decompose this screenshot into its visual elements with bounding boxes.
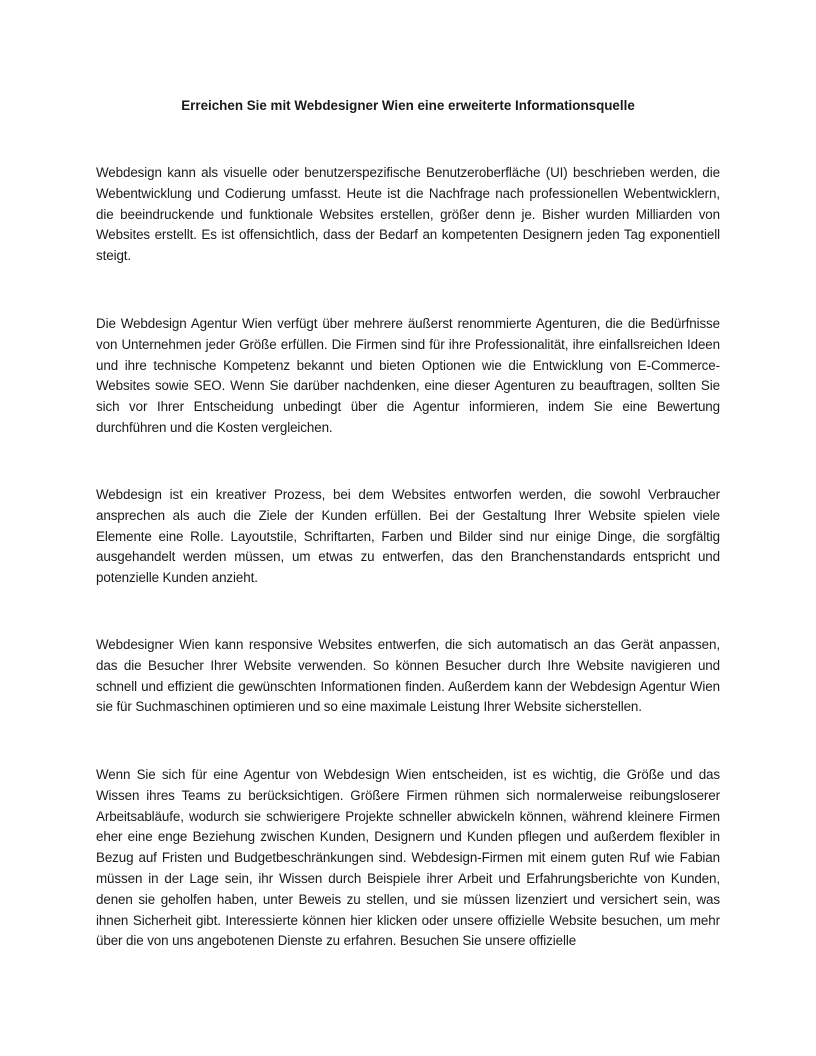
paragraph-choosing-agency: Wenn Sie sich für eine Agentur von Webdesign Wien entscheiden, ist es wichtig, die Größe und das Wissen ihres Teams zu berücksichtigen. Größere Firmen rühmen sich normalerweise reibungsloserer Arbeitsabläufe, wodurch sie schwierigere Projekte schneller abwickeln können, während kleinere Firmen eher eine enge Beziehung zwischen Kunden, Designern und Kunden pflegen und außerdem flexibler in Bezug auf Fristen und Budgetbeschränkungen sind. Webdesign-Firmen mit einem guten Ruf wie Fabian müssen in der Lage sein, ihr Wissen durch Beispiele ihrer Arbeit und Erfahrungsberichte von Kunden, denen sie geholfen haben, unter Beweis zu stellen, und sie müssen lizenziert und versichert sein, was ihnen Sicherheit gibt. Interessierte können hier klicken oder unsere offizielle Website besuchen, um mehr über die von uns angebotenen Dienste zu erfahren. Besuchen Sie unsere offizielle — [96, 767, 720, 949]
paragraph-intro: Webdesign kann als visuelle oder benutzerspezifische Benutzeroberfläche (UI) beschrieben werden, die Webentwicklung und Codierung umfasst. Heute ist die Nachfrage nach professionellen Webentwicklern, die beeindruckende und funktionale Websites erstellen, größer denn je. Bisher wurden Milliarden von Websites erstellt. Es ist offensichtlich, dass der Bedarf an kompetenten Designern jeden Tag exponentiell steigt. — [96, 165, 720, 264]
document-title: Erreichen Sie mit Webdesigner Wien eine erweiterte Informationsquelle — [181, 98, 635, 113]
paragraph-responsive: Webdesigner Wien kann responsive Websites entwerfen, die sich automatisch an das Gerät anpassen, das die Besucher Ihrer Website verwenden. So können Besucher durch Ihre Website navigieren und schnell und effizient die gewünschten Informationen finden. Außerdem kann der Webdesign Agentur Wien sie für Suchmaschinen optimieren und so eine maximale Leistung Ihrer Website sicherstellen. — [96, 637, 720, 715]
paragraph-creative-process: Webdesign ist ein kreativer Prozess, bei dem Websites entworfen werden, die sowohl Verbraucher ansprechen als auch die Ziele der Kunden erfüllen. Bei der Gestaltung Ihrer Website spielen viele Elemente eine Rolle. Layoutstile, Schriftarten, Farben und Bilder sind nur einige Dinge, die sorgfältig ausgehandelt werden müssen, um etwas zu entwerfen, das den Branchenstandards entspricht und potenzielle Kunden anzieht. — [96, 487, 720, 586]
paragraph-agency: Die Webdesign Agentur Wien verfügt über mehrere äußerst renommierte Agenturen, die die Bedürfnisse von Unternehmen jeder Größe erfüllen. Die Firmen sind für ihre Professionalität, ihre einfallsreichen Ideen und ihre technische Kompetenz bekannt und bieten Optionen wie die Entwicklung von E-Commerce-Websites sowie SEO. Wenn Sie darüber nachdenken, eine dieser Agenturen zu beauftragen, sollten Sie sich vor Ihrer Entscheidung unbedingt über die Agentur informieren, indem Sie eine Bewertung durchführen und die Kosten vergleichen. — [96, 316, 720, 435]
